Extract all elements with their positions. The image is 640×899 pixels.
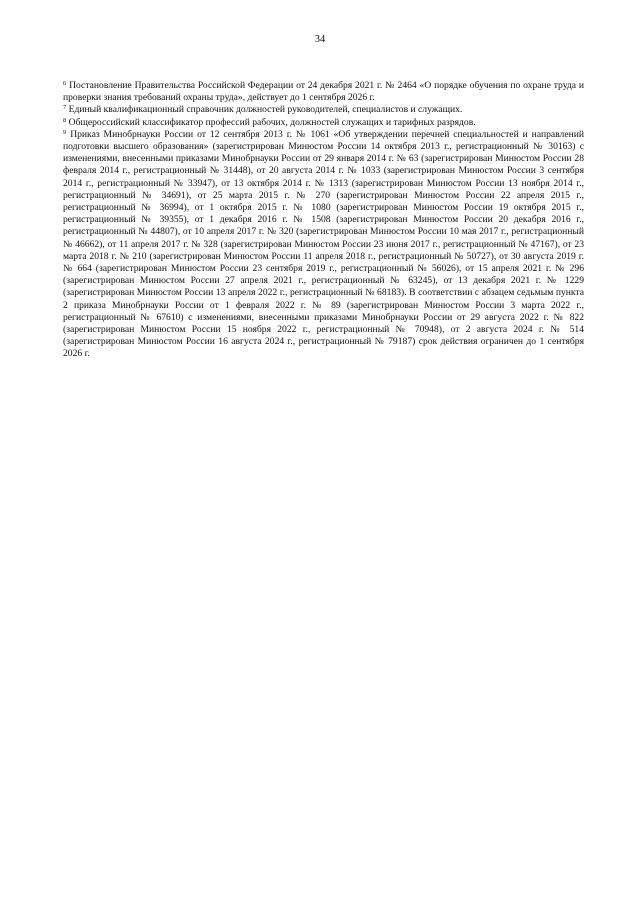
footnote-6 [63, 80, 584, 104]
footnote-8 [63, 117, 584, 129]
footnote-mark: 9 [63, 128, 67, 136]
footnote-mark: 8 [63, 116, 67, 124]
footnote-7 [63, 104, 584, 116]
footnotes-block [63, 80, 584, 361]
footnote-text: Приказ Минобрнауки России от 12 сентября 2013 г. № 1061 «Об утверждении перечней специальностей и направлений подготовки высшего образования» (зарегистрирован Минюстом России 14 октября 2013 г., регистрационный № 30163) с изменениями, внесенными приказами Минобрнауки России от 29 января 2014 г. № 63 (зарегистрирован Минюстом России 28 февраля 2014 г., регистрационный № 31448), от 20 августа 2014 г. № 1033 (зарегистрирован Минюстом России 3 сентября 2014 г., регистрационный № 33947), от 13 октября 2014 г. № 1313 (зарегистрирован Минюстом России 13 ноября 2014 г., регистрационный № 34691), от 25 марта 2015 г. № 270 (зарегистрирован Минюстом России 22 апреля 2015 г., регистрационный № 36994), от 1 октября 2015 г. № 1080 (зарегистрирован Минюстом России 19 октября 2015 г., регистрационный № 39355), от 1 декабря 2016 г. № 1508 (зарегистрирован Минюстом России 20 декабря 2016 г., регистрационный № 44807), от 10 апреля 2017 г. № 320 (зарегистрирован Минюстом России 10 мая 2017 г., регистрационный № 46662), от 11 апреля 2017 г. № 328 (зарегистрирован Минюстом России 23 июня 2017 г., регистрационный № 47167), от 23 марта 2018 г. № 210 (зарегистрирован Минюстом России 11 апреля 2018 г., регистрационный № 50727), от 30 августа 2019 г. № 664 (зарегистрирован Минюстом России 23 сентября 2019 г., регистрационный № 56026), от 15 апреля 2021 г. № 296 (зарегистрирован Минюстом России 27 апреля 2021 г., регистрационный № 63245), от 13 декабря 2021 г. № 1229 (зарегистрирован Минюстом России 13 апреля 2022 г., регистрационный № 68183). В соответствии с абзацем седьмым пункта 2 приказа Минобрнауки России от 1 февраля 2022 г. № 89 (зарегистрирован Минюстом России 3 марта 2022 г., регистрационный № 67610) с изменениями, внесенными приказами Минобрнауки России от 29 августа 2022 г. № 822 (зарегистрирован Минюстом России 15 ноября 2022 г., регистрационный № 70948), от 2 августа 2024 г. № 514 (зарегистрирован Минюстом России 16 августа 2024 г., регистрационный № 79187) срок действия ограничен до 1 сентября 2026 г. [63, 128, 584, 360]
footnote-9 [63, 129, 584, 361]
footnote-text: Постановление Правительства Российской Федерации от 24 декабря 2021 г. № 2464 «О порядке обучения по охране труда и проверки знания требований охраны труда», действует до 1 сентября 2026 г. [63, 80, 585, 104]
footnote-mark: 7 [63, 104, 67, 112]
footnote-mark: 6 [63, 80, 67, 87]
footnote-text: Общероссийский классификатор профессий рабочих, должностей служащих и тарифных разрядов. [68, 116, 476, 128]
footnote-text: Единый квалификационный справочник должностей руководителей, специалистов и служащих. [68, 104, 463, 116]
page-number: 34 [314, 34, 326, 45]
